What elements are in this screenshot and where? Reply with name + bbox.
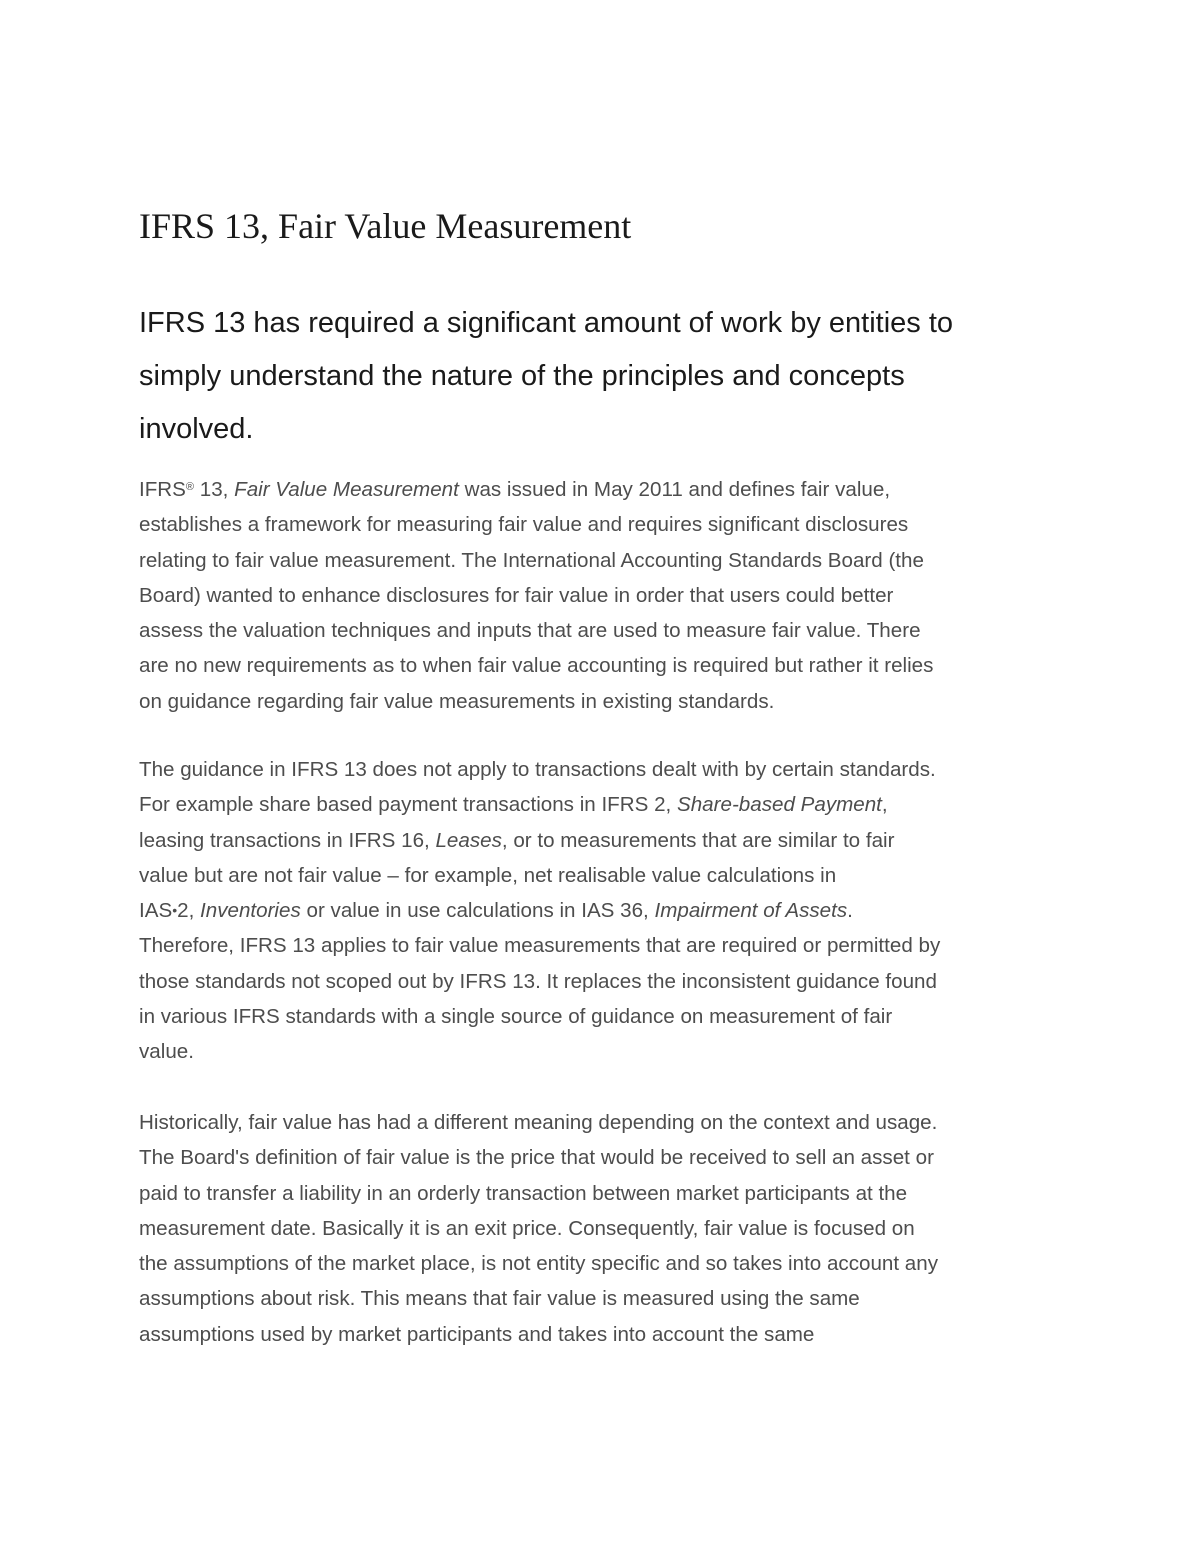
paragraph-line: in various IFRS standards with a single source of guidance on measurement of fair	[139, 1005, 893, 1029]
paragraph-line: Therefore, IFRS 13 applies to fair value measurements that are required or permitted by	[139, 934, 941, 958]
registered-mark: ®	[185, 481, 195, 493]
document-subtitle	[139, 297, 1079, 456]
italic-title: Inventories	[200, 899, 301, 923]
paragraph-line: value but are not fair value – for example, net realisable value calculations in	[139, 863, 837, 887]
paragraph-line: Board) wanted to enhance disclosures for fair value in order that users could better	[139, 583, 894, 607]
text-run: leasing transactions in IFRS 16,	[139, 828, 436, 852]
paragraph-line: The guidance in IFRS 13 does not apply to transactions dealt with by certain standards.	[139, 758, 936, 781]
text-run: , or to measurements that are similar to fair	[501, 828, 895, 852]
paragraph-line: value.	[139, 1040, 194, 1064]
subtitle-line: simply understand the nature of the principles and concepts	[139, 360, 905, 392]
paragraph-line: measurement date. Basically it is an exit price. Consequently, fair value is focused on	[139, 1216, 915, 1240]
text-run: was issued in May 2011 and defines fair value,	[458, 478, 891, 501]
italic-title: Impairment of Assets	[654, 899, 848, 923]
text-run: ,	[881, 793, 888, 817]
document-title: IFRS 13, Fair Value Measurement	[139, 206, 632, 246]
paragraph-line: assumptions about risk. This means that fair value is measured using the same	[139, 1287, 860, 1311]
paragraph-line	[139, 787, 1079, 822]
subtitle-line: involved.	[139, 413, 254, 445]
italic-title: Fair Value Measurement	[234, 478, 459, 501]
text-run: or value in use calculations in IAS 36,	[300, 899, 655, 923]
text-run: 2,	[177, 899, 201, 923]
paragraph-line: relating to fair value measurement. The International Accounting Standards Board (the	[139, 548, 924, 572]
paragraph-line: assess the valuation techniques and inputs that are used to measure fair value. There	[139, 619, 921, 643]
paragraph-1	[139, 470, 1079, 719]
paragraph-line: the assumptions of the market place, is not entity specific and so takes into account any	[139, 1252, 939, 1276]
paragraph-line: assumptions used by market participants and takes into account the same	[139, 1322, 815, 1346]
text-run: .	[847, 899, 853, 923]
paragraph-2	[139, 752, 1079, 1070]
paragraph-line: establishes a framework for measuring fair value and requires significant disclosures	[139, 513, 909, 537]
paragraph-line	[139, 470, 1079, 507]
text-run: IFRS	[139, 478, 186, 501]
paragraph-line	[139, 823, 1079, 858]
italic-title: Leases	[435, 828, 502, 852]
paragraph-line: those standards not scoped out by IFRS 13. It replaces the inconsistent guidance found	[139, 969, 937, 993]
paragraph-line: paid to transfer a liability in an orderly transaction between market participants at the	[139, 1181, 908, 1205]
paragraph-3	[139, 1105, 1079, 1352]
bullet-mark: •	[172, 902, 178, 919]
text-run: IAS	[139, 899, 173, 923]
subtitle-line: IFRS 13 has required a significant amount of work by entities to	[139, 307, 954, 339]
italic-title: Share-based Payment	[676, 793, 882, 817]
paragraph-line: Historically, fair value has had a different meaning depending on the context and usage.	[139, 1111, 938, 1134]
paragraph-line: The Board's definition of fair value is the price that would be received to sell an asset or	[139, 1146, 934, 1170]
paragraph-line: are no new requirements as to when fair value accounting is required but rather it relies	[139, 654, 934, 678]
paragraph-line	[139, 893, 1079, 928]
text-run: 13,	[194, 478, 235, 501]
paragraph-line: on guidance regarding fair value measurements in existing standards.	[139, 689, 775, 713]
text-run: For example share based payment transactions in IFRS 2,	[139, 793, 677, 817]
